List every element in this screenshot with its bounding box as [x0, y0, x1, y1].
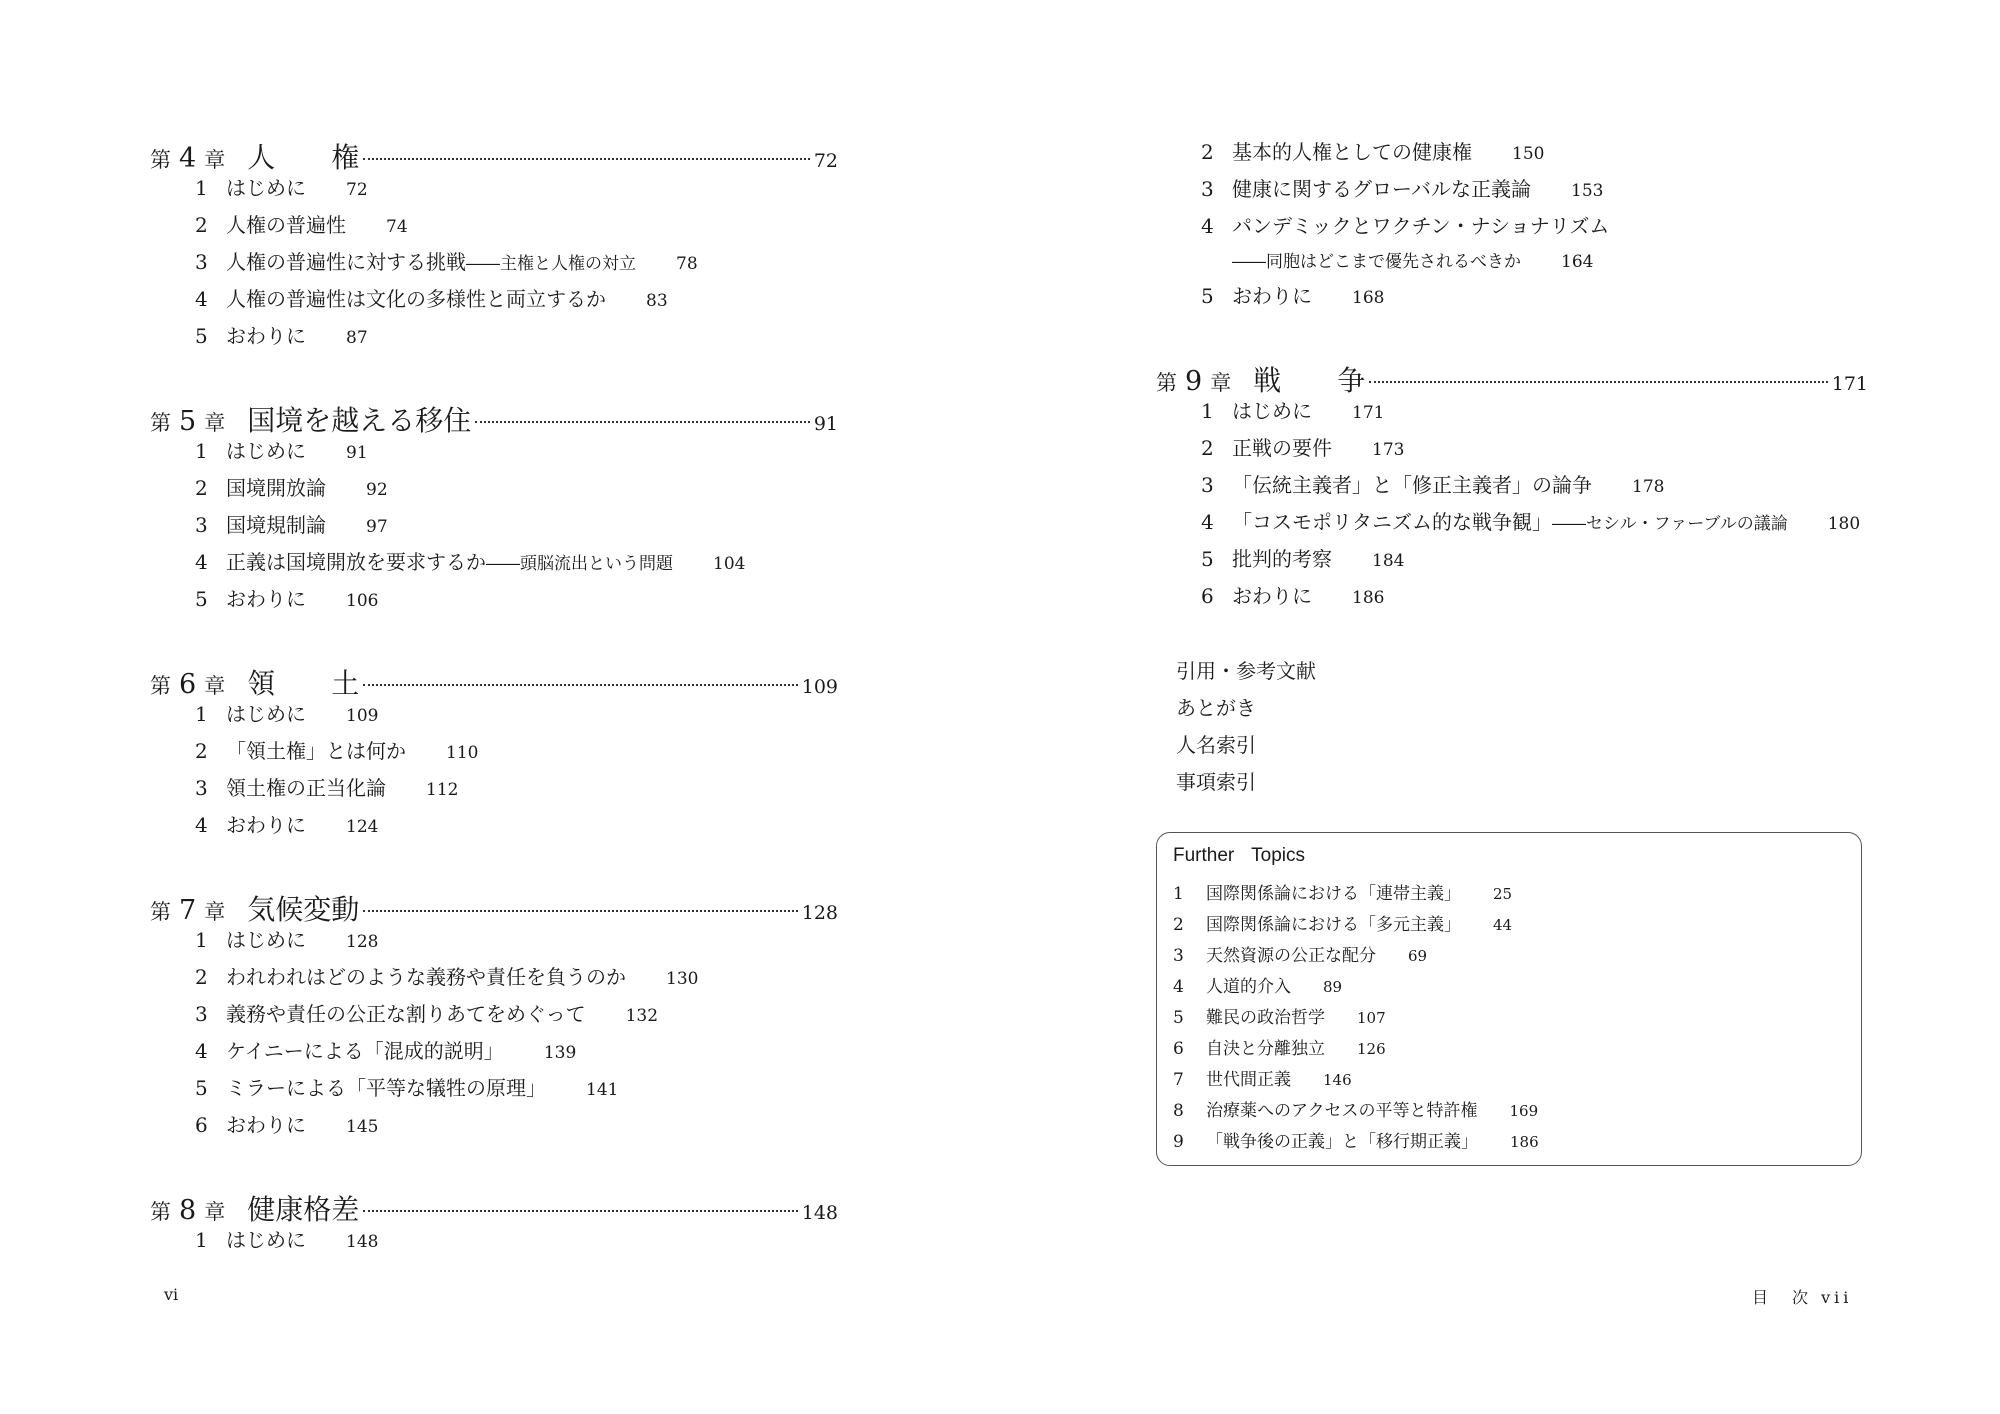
section-title: おわりに: [1232, 284, 1312, 308]
backmatter-item: 事項索引: [1176, 770, 1256, 794]
page-folio-left: vi: [164, 1285, 179, 1304]
section-page: 104: [713, 554, 746, 574]
topic-title: 人道的介入: [1206, 977, 1291, 997]
section-page: 106: [346, 591, 379, 611]
further-topics-list: [1173, 879, 1845, 1158]
section-title: 「コスモポリタニズム的な戦争観」: [1232, 510, 1552, 534]
section-entry: [150, 435, 838, 472]
section-title: 人権の普遍性は文化の多様性と両立するか: [226, 287, 606, 311]
section-entry: [150, 924, 838, 961]
chapter-number: 8: [179, 1195, 197, 1226]
section-page: 139: [543, 1043, 577, 1063]
left-page-toc: [150, 136, 838, 1261]
backmatter-item: 引用・参考文献: [1176, 659, 1316, 683]
section-entry: [150, 772, 838, 809]
section-page: 180: [1827, 514, 1861, 534]
section-title: 領土権の正当化論: [226, 776, 386, 800]
section-number: 1: [195, 1228, 208, 1252]
chapter-heading: [1156, 359, 1868, 395]
topic-title: 世代間正義: [1206, 1070, 1291, 1090]
chapter-suffix: 章: [204, 411, 226, 435]
dot-leader: [363, 158, 810, 160]
section-entry: [1156, 432, 1868, 469]
topic-page: 126: [1357, 1040, 1386, 1058]
chapter-number: 7: [179, 895, 197, 926]
topic-page: 186: [1510, 1133, 1539, 1151]
backmatter-item: 人名索引: [1176, 733, 1256, 757]
section-number: 4: [195, 813, 208, 837]
chapter-suffix: 章: [204, 900, 226, 924]
chapter-prefix: 第: [150, 148, 171, 172]
section-number: 6: [1201, 584, 1214, 608]
chapter-number: 4: [179, 143, 197, 174]
section-page: 132: [625, 1006, 659, 1026]
section-page: 145: [346, 1117, 379, 1137]
section-subtitle: ――主権と人権の対立: [466, 254, 636, 274]
topic-title: 難民の政治哲学: [1206, 1008, 1325, 1028]
chapter-heading: [150, 1188, 838, 1224]
section-entry: [150, 735, 838, 772]
section-number: 3: [1201, 177, 1214, 201]
section-title: ケイニーによる「混成的説明」: [226, 1039, 504, 1063]
section-number: 3: [1201, 473, 1214, 497]
chapter-page: 148: [801, 1202, 838, 1224]
section-page: 74: [386, 217, 408, 237]
chapter-number: 5: [179, 406, 197, 437]
section-entry: [1156, 280, 1868, 317]
chapter-title: 領 土: [247, 667, 360, 700]
chapter-title: 人 権: [247, 141, 360, 174]
chapter-suffix: 章: [204, 148, 226, 172]
topic-title: 自決と分離独立: [1206, 1039, 1325, 1059]
section-page: 186: [1352, 588, 1385, 608]
section-page: 148: [346, 1232, 379, 1252]
section-title: おわりに: [226, 324, 306, 348]
chapter-title: 戦 争: [1253, 364, 1366, 397]
section-entry: [150, 583, 838, 620]
section-title: 基本的人権としての健康権: [1232, 140, 1472, 164]
topic-title: 治療薬へのアクセスの平等と特許権: [1206, 1101, 1478, 1121]
section-entry: [150, 1224, 838, 1261]
section-entry: [150, 961, 838, 998]
section-entry: [1156, 543, 1868, 580]
section-number: 2: [195, 965, 208, 989]
section-number: 2: [195, 213, 208, 237]
chapter-title: 気候変動: [247, 893, 360, 926]
further-topic-item: [1173, 879, 1845, 910]
section-entry: [1156, 469, 1868, 506]
topic-number: 2: [1173, 915, 1184, 935]
section-entry: [1156, 580, 1868, 617]
topic-title: 天然資源の公正な配分: [1206, 946, 1376, 966]
topic-number: 9: [1173, 1132, 1184, 1152]
section-number: 1: [195, 702, 208, 726]
section-title: はじめに: [226, 1228, 306, 1252]
section-title: 批判的考察: [1232, 547, 1332, 571]
chapter-number: 6: [179, 669, 197, 700]
topic-title: 「戦争後の正義」と「移行期正義」: [1206, 1132, 1478, 1152]
chapter-heading: [150, 888, 838, 924]
section-number: 4: [1201, 510, 1214, 534]
topic-page: 107: [1357, 1009, 1386, 1027]
section-number: 5: [195, 587, 208, 611]
section-number: 5: [1201, 284, 1214, 308]
section-title: 人権の普遍性: [226, 213, 346, 237]
chapter-page: 72: [813, 150, 838, 172]
section-subtitle: ――頭脳流出という問題: [486, 554, 673, 574]
section-title: はじめに: [226, 439, 306, 463]
section-page: 184: [1372, 551, 1405, 571]
section-number: 2: [1201, 140, 1214, 164]
section-subtitle: ――同胞はどこまで優先されるべきか: [1232, 252, 1521, 272]
section-title: おわりに: [226, 1113, 306, 1137]
section-number: 2: [195, 739, 208, 763]
section-title: はじめに: [226, 928, 306, 952]
right-page-toc: [1156, 136, 1868, 803]
section-number: 4: [195, 550, 208, 574]
topic-number: 3: [1173, 946, 1184, 966]
section-page: 130: [666, 969, 699, 989]
chapter-prefix: 第: [150, 674, 171, 698]
chapter-page: 128: [801, 902, 838, 924]
topic-page: 69: [1408, 947, 1428, 965]
section-entry: [150, 172, 838, 209]
section-entry: [150, 509, 838, 546]
section-entry: [150, 283, 838, 320]
section-number: 3: [195, 513, 208, 537]
section-number: 5: [195, 324, 208, 348]
chapter-prefix: 第: [150, 411, 171, 435]
section-entry: [150, 546, 838, 583]
further-topic-item: [1173, 1096, 1845, 1127]
topic-number: 8: [1173, 1101, 1184, 1121]
section-entry: [1156, 395, 1868, 432]
section-number: 1: [195, 928, 208, 952]
topic-number: 6: [1173, 1039, 1184, 1059]
chapter-heading: [150, 399, 838, 435]
section-page: 171: [1352, 403, 1385, 423]
chapter-page: 171: [1831, 373, 1868, 395]
section-title: おわりに: [1232, 584, 1312, 608]
chapter-prefix: 第: [150, 1200, 171, 1224]
section-entry: [1156, 506, 1868, 543]
further-topics-title: Further Topics: [1173, 845, 1306, 866]
section-entry: [150, 472, 838, 509]
section-number: 5: [195, 1076, 208, 1100]
section-number: 2: [1201, 436, 1214, 460]
chapter-title: 国境を越える移住: [247, 404, 472, 437]
further-topic-item: [1173, 1034, 1845, 1065]
section-entry: [150, 320, 838, 357]
chapter-number: 9: [1185, 366, 1203, 397]
chapter-suffix: 章: [204, 1200, 226, 1224]
topic-number: 4: [1173, 977, 1184, 997]
further-topics-box: [1156, 832, 1862, 1166]
section-number: 3: [195, 250, 208, 274]
dot-leader: [363, 1210, 798, 1212]
section-number: 3: [195, 776, 208, 800]
section-page: 164: [1561, 252, 1594, 272]
dot-leader: [363, 910, 798, 912]
section-page: 153: [1571, 181, 1604, 201]
section-number: 6: [195, 1113, 208, 1137]
section-page: 97: [366, 517, 388, 537]
section-number: 5: [1201, 547, 1214, 571]
topic-title: 国際関係論における「多元主義」: [1206, 915, 1461, 935]
topic-number: 1: [1173, 884, 1184, 904]
section-entry: [150, 1035, 838, 1072]
section-number: 1: [195, 439, 208, 463]
section-title: 正義は国境開放を要求するか: [226, 550, 486, 574]
section-entry: [150, 809, 838, 846]
section-title: はじめに: [1232, 399, 1312, 423]
dot-leader: [475, 421, 810, 423]
section-title: ミラーによる「平等な犠牲の原理」: [226, 1076, 546, 1100]
section-entry: [150, 698, 838, 735]
section-entry: [150, 1072, 838, 1109]
section-entry: [1156, 136, 1868, 173]
section-page: 91: [346, 443, 368, 463]
further-topic-item: [1173, 1065, 1845, 1096]
further-topic-item: [1173, 1127, 1845, 1158]
section-entry: [1156, 210, 1868, 247]
topic-page: 146: [1323, 1071, 1352, 1089]
section-subtitle: ――セシル・ファーブルの議論: [1552, 514, 1788, 534]
section-title: はじめに: [226, 702, 306, 726]
chapter-prefix: 第: [150, 900, 171, 924]
section-title: おわりに: [226, 813, 306, 837]
topic-page: 44: [1493, 916, 1513, 934]
section-title: 国境規制論: [226, 513, 326, 537]
chapter-suffix: 章: [204, 674, 226, 698]
section-number: 3: [195, 1002, 208, 1026]
section-title: おわりに: [226, 587, 306, 611]
section-number: 2: [195, 476, 208, 500]
section-page: 178: [1632, 477, 1665, 497]
section-page: 141: [586, 1080, 619, 1100]
topic-page: 169: [1509, 1102, 1539, 1120]
section-number: 4: [195, 287, 208, 311]
section-page: 78: [676, 254, 698, 274]
section-title: 正戦の要件: [1232, 436, 1332, 460]
topic-page: 89: [1323, 978, 1343, 996]
section-title: 国境開放論: [226, 476, 326, 500]
section-number: 4: [195, 1039, 208, 1063]
section-continuation: [1156, 247, 1868, 280]
section-page: 168: [1352, 288, 1385, 308]
dot-leader: [363, 684, 798, 686]
section-page: 124: [346, 817, 379, 837]
section-page: 150: [1512, 144, 1545, 164]
section-title: 人権の普遍性に対する挑戦: [226, 250, 466, 274]
section-page: 83: [646, 291, 668, 311]
section-title: 「伝統主義者」と「修正主義者」の論争: [1232, 473, 1592, 497]
chapter-page: 91: [813, 413, 838, 435]
section-number: 1: [1201, 399, 1214, 423]
section-title: 義務や責任の公正な割りあてをめぐって: [226, 1002, 586, 1026]
further-topic-item: [1173, 941, 1845, 972]
section-entry: [150, 998, 838, 1035]
section-title: 「領土権」とは何か: [226, 739, 406, 763]
section-entry: [1156, 173, 1868, 210]
chapter-title: 健康格差: [247, 1193, 360, 1226]
chapter-page: 109: [801, 676, 838, 698]
chapter-heading: [150, 662, 838, 698]
section-page: 110: [446, 743, 479, 763]
section-page: 92: [366, 480, 388, 500]
page-folio-right: 目 次 vii: [1752, 1288, 1853, 1307]
backmatter-list: [1156, 655, 1868, 803]
section-page: 112: [426, 780, 459, 800]
section-page: 87: [346, 328, 368, 348]
further-topic-item: [1173, 972, 1845, 1003]
section-page: 128: [346, 932, 379, 952]
backmatter-item: あとがき: [1176, 696, 1256, 720]
section-entry: [150, 1109, 838, 1146]
further-topic-item: [1173, 1003, 1845, 1034]
chapter-prefix: 第: [1156, 371, 1177, 395]
section-number: 4: [1201, 214, 1214, 238]
section-number: 1: [195, 176, 208, 200]
section-entry: [150, 246, 838, 283]
chapter-suffix: 章: [1210, 371, 1232, 395]
topic-number: 7: [1173, 1070, 1184, 1090]
section-entry: [150, 209, 838, 246]
section-title: 健康に関するグローバルな正義論: [1232, 177, 1531, 201]
section-page: 173: [1372, 440, 1405, 460]
section-title: パンデミックとワクチン・ナショナリズム: [1232, 214, 1610, 238]
topic-page: 25: [1493, 885, 1513, 903]
section-title: はじめに: [226, 176, 306, 200]
further-topic-item: [1173, 910, 1845, 941]
topic-title: 国際関係論における「連帯主義」: [1206, 884, 1461, 904]
section-page: 72: [346, 180, 368, 200]
section-title: われわれはどのような義務や責任を負うのか: [226, 965, 626, 989]
chapter-heading: [150, 136, 838, 172]
dot-leader: [1369, 381, 1828, 383]
topic-number: 5: [1173, 1008, 1184, 1028]
section-page: 109: [346, 706, 379, 726]
